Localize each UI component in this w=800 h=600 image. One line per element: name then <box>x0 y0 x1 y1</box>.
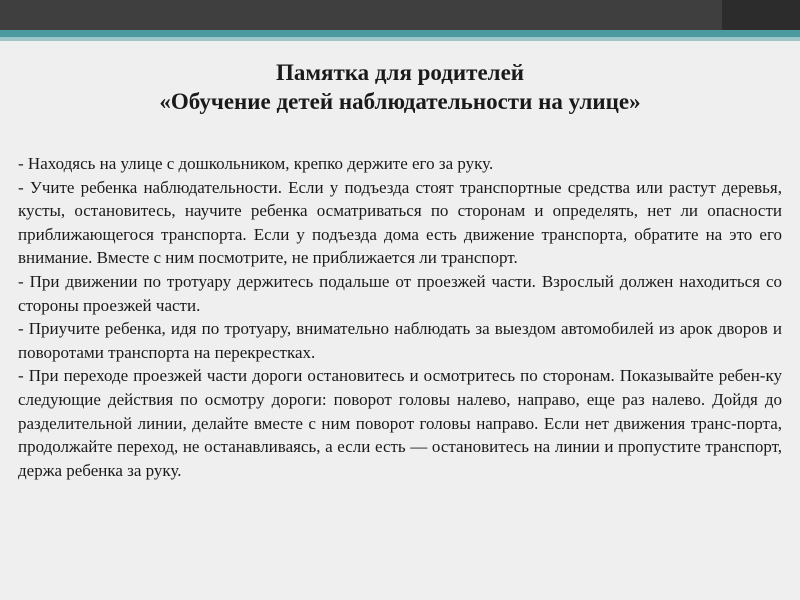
light-teal-stripe <box>0 37 800 41</box>
title-line-1: Памятка для родителей <box>275 60 525 85</box>
memo-body <box>18 152 782 482</box>
paragraph-2: - Учите ребенка наблюдательности. Если у подъезда стоят транспортные средства или растут деревья, кусты, остановитесь, научите ребенка осматриваться по сторонам и определять, нет ли опасности приближающегося транспорта. Если у подъезда дома есть движение транспорта, обратите на это его внимание. Вместе с ним посмотрите, не приближается ли транспорт. <box>18 177 782 268</box>
paragraph-1: - Находясь на улице с дошкольником, крепко держите его за руку. <box>18 154 494 173</box>
paragraph-5: - При переходе проезжей части дороги остановитесь и осмотритесь по сторонам. Показывайте ребен-ку следующие действия по осмотру дороги: поворот головы налево, направо, еще раз налево. Дойдя до разделительной линии, делайте вместе с ним поворот головы направо. Если нет движения транс-порта, продолжайте переход, не останавливаясь, а если есть — остановитесь на линии и пропустите транспорт, держа ребенка за руку. <box>18 366 782 480</box>
page-title <box>0 58 800 116</box>
paragraph-3: - При движении по тротуару держитесь подальше от проезжей части. Взрослый должен находиться со стороны проезжей части. <box>18 271 782 315</box>
top-bar-accent <box>722 0 800 30</box>
top-bar <box>0 0 800 30</box>
teal-stripe <box>0 30 800 37</box>
title-line-2: «Обучение детей наблюдательности на улице» <box>159 89 641 114</box>
paragraph-4: - Приучите ребенка, идя по тротуару, внимательно наблюдать за выездом автомобилей из арок дворов и поворотами транспорта на перекрестках. <box>18 319 782 362</box>
